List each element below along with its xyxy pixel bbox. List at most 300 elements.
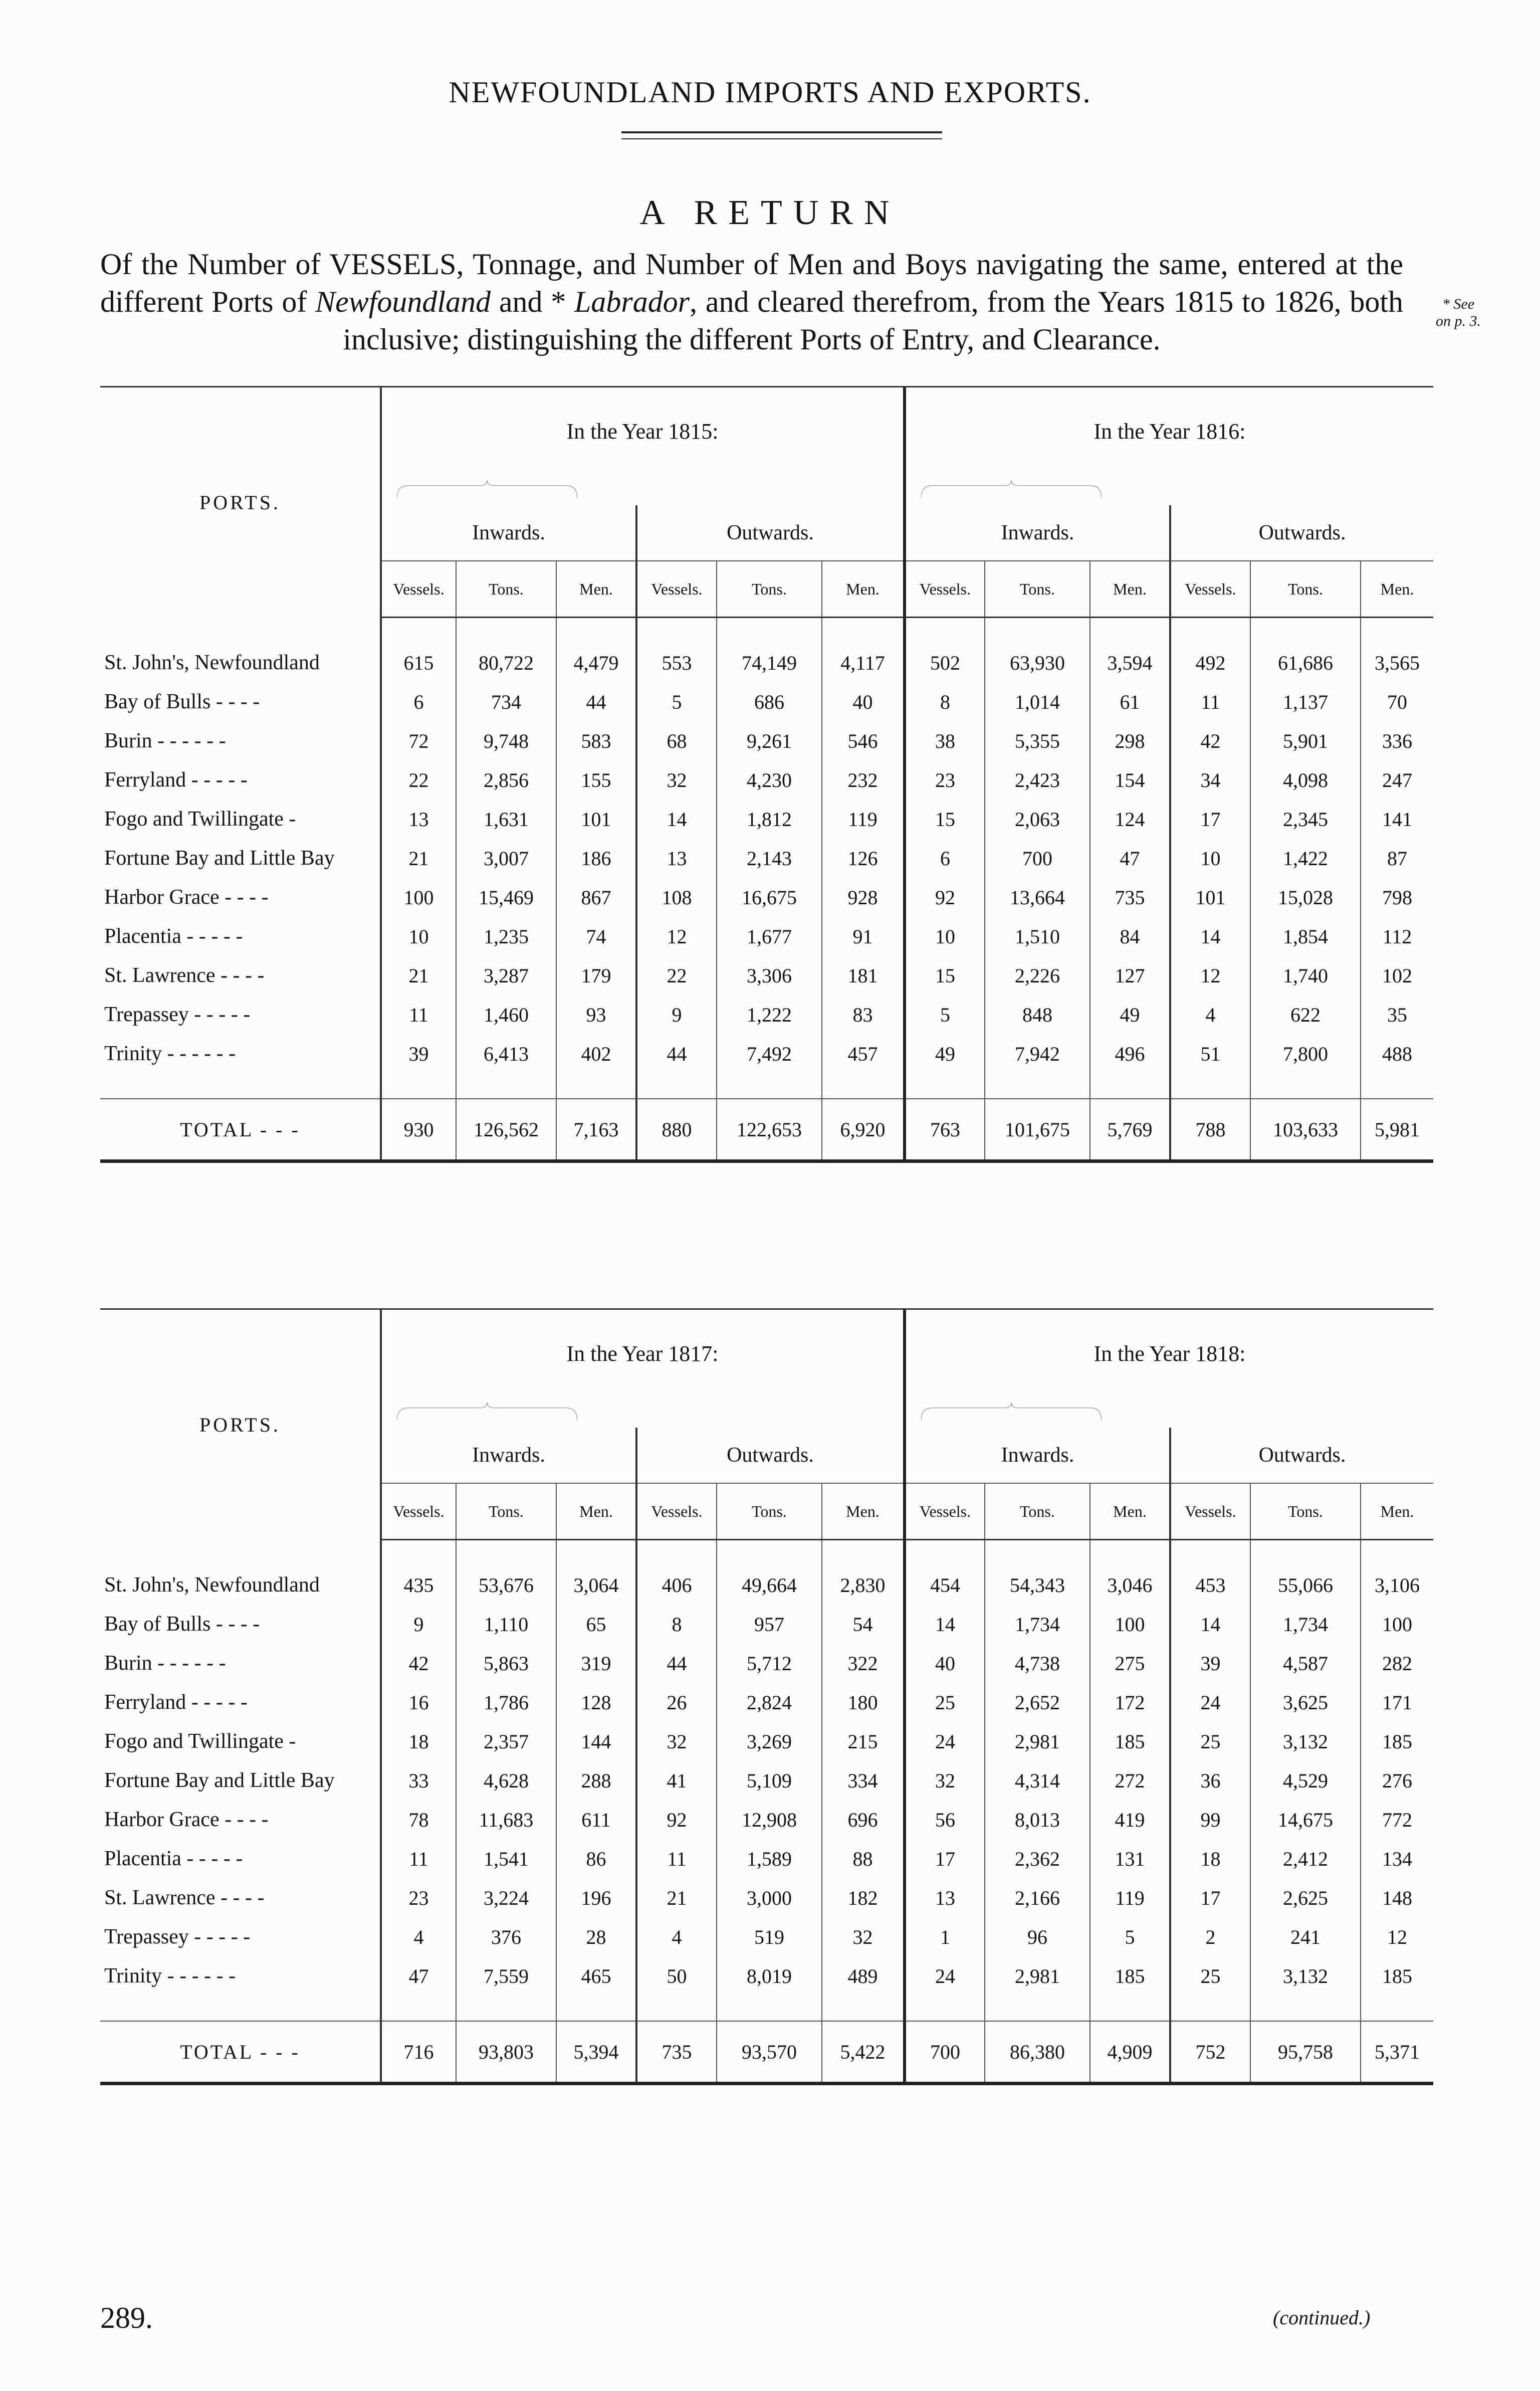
- cell-men: 32: [822, 1917, 905, 1956]
- intro-labrador: Labrador: [574, 285, 690, 318]
- cell-vessels: 14: [905, 1605, 985, 1644]
- cell-men: 134: [1382, 1847, 1412, 1870]
- total-tons: 122,653: [717, 1099, 822, 1161]
- cell-vessels: 9: [636, 995, 717, 1034]
- year-heading: [905, 1310, 1433, 1428]
- total-men: 5,769: [1090, 1099, 1170, 1161]
- men-header: Men.: [556, 1483, 636, 1540]
- cell-tons: 2,412: [1250, 1839, 1361, 1878]
- cell-vessels: 17: [905, 1839, 985, 1878]
- outwards-header: Outwards.: [1258, 1444, 1346, 1467]
- men-header: Men.: [556, 561, 636, 618]
- cell-vessels: 9: [381, 1605, 456, 1644]
- intro-and: and *: [491, 285, 575, 318]
- cell-tons: 1,734: [1250, 1605, 1361, 1644]
- cell-vessels: 13: [381, 800, 456, 839]
- tons-header: Tons.: [456, 561, 556, 618]
- port-name: St. John's, Newfoundland: [100, 1565, 381, 1605]
- cell-vessels: 12: [636, 917, 717, 956]
- cell-tons: 5,712: [717, 1644, 822, 1683]
- cell-vessels: 6: [905, 839, 985, 878]
- cell-vessels: 16: [381, 1683, 456, 1722]
- port-name: Placentia - - - - -: [100, 917, 381, 956]
- cell-vessels: 42: [381, 1644, 456, 1683]
- cell-tons: 1,631: [456, 800, 556, 839]
- ports-header: PORTS.: [100, 1310, 381, 1540]
- cell-vessels: 32: [636, 1722, 717, 1761]
- table-row: [100, 878, 1433, 917]
- total-men: 5,422: [822, 2021, 905, 2084]
- returns-table-1815-1816: [100, 386, 1433, 1163]
- cell-tons: 16,675: [717, 878, 822, 917]
- total-vessels: 752: [1170, 2021, 1250, 2084]
- cell-vessels: 25: [1170, 1956, 1250, 1996]
- table-row: [100, 1956, 1433, 1996]
- cell-tons: 1,235: [456, 917, 556, 956]
- cell-tons: 2,856: [456, 760, 556, 800]
- cell-men: 288: [556, 1761, 636, 1800]
- cell-vessels: 44: [636, 1644, 717, 1683]
- cell-tons: 53,676: [456, 1565, 556, 1605]
- port-name: St. John's, Newfoundland: [100, 643, 381, 682]
- cell-men: 611: [556, 1800, 636, 1839]
- cell-tons: 2,652: [985, 1683, 1090, 1722]
- cell-tons: 14,675: [1250, 1800, 1361, 1839]
- cell-men: 276: [1382, 1769, 1412, 1792]
- returns-table-1817-1818: [100, 1308, 1433, 2085]
- cell-men: 928: [822, 878, 905, 917]
- cell-vessels: 42: [1170, 721, 1250, 760]
- year-label: In the Year 1817:: [566, 1341, 719, 1366]
- cell-vessels: 13: [905, 1878, 985, 1917]
- port-name: Trinity - - - - - -: [100, 1034, 381, 1073]
- cell-men: 3,106: [1375, 1573, 1420, 1597]
- cell-tons: 5,863: [456, 1644, 556, 1683]
- cell-tons: 241: [1250, 1917, 1361, 1956]
- outwards-header: Outwards.: [1258, 521, 1346, 544]
- total-vessels: 700: [905, 2021, 985, 2084]
- cell-tons: 5,355: [985, 721, 1090, 760]
- cell-tons: 7,942: [985, 1034, 1090, 1073]
- tons-header: Tons.: [1250, 561, 1361, 618]
- return-heading: A RETURN: [639, 193, 901, 232]
- cell-vessels: 17: [1170, 800, 1250, 839]
- total-tons: 86,380: [985, 2021, 1090, 2084]
- cell-vessels: 32: [905, 1761, 985, 1800]
- cell-men: 185: [1382, 1730, 1412, 1753]
- cell-tons: 15,028: [1250, 878, 1361, 917]
- cell-tons: 74,149: [717, 643, 822, 682]
- cell-tons: 1,854: [1250, 917, 1361, 956]
- cell-men: 154: [1090, 760, 1170, 800]
- cell-vessels: 17: [1170, 1878, 1250, 1917]
- cell-vessels: 13: [636, 839, 717, 878]
- cell-vessels: 34: [1170, 760, 1250, 800]
- cell-tons: 622: [1250, 995, 1361, 1034]
- cell-tons: 80,722: [456, 643, 556, 682]
- cell-men: 696: [822, 1800, 905, 1839]
- cell-men: 171: [1382, 1691, 1412, 1714]
- cell-vessels: 24: [1170, 1683, 1250, 1722]
- brace-icon: [921, 480, 1102, 498]
- cell-vessels: 21: [381, 956, 456, 995]
- cell-men: 65: [556, 1605, 636, 1644]
- cell-men: 100: [1090, 1605, 1170, 1644]
- cell-men: 5: [1090, 1917, 1170, 1956]
- cell-tons: 848: [985, 995, 1090, 1034]
- cell-men: 488: [1382, 1042, 1412, 1065]
- total-tons: 93,570: [717, 2021, 822, 2084]
- cell-men: 119: [822, 800, 905, 839]
- cell-men: 3,064: [556, 1565, 636, 1605]
- cell-men: 91: [822, 917, 905, 956]
- cell-vessels: 15: [905, 800, 985, 839]
- cell-men: 334: [822, 1761, 905, 1800]
- total-tons: 101,675: [985, 1099, 1090, 1161]
- cell-vessels: 51: [1170, 1034, 1250, 1073]
- cell-tons: 686: [717, 682, 822, 721]
- cell-men: 83: [822, 995, 905, 1034]
- port-name: Trepassey - - - - -: [100, 995, 381, 1034]
- table-row: [100, 721, 1433, 760]
- table-row: [100, 839, 1433, 878]
- cell-vessels: 454: [905, 1565, 985, 1605]
- cell-vessels: 24: [905, 1956, 985, 1996]
- cell-men: 215: [822, 1722, 905, 1761]
- cell-vessels: 10: [905, 917, 985, 956]
- cell-vessels: 108: [636, 878, 717, 917]
- continued-note: (continued.): [1273, 2306, 1371, 2329]
- cell-tons: 63,930: [985, 643, 1090, 682]
- men-header: Men.: [822, 561, 905, 618]
- cell-tons: 3,007: [456, 839, 556, 878]
- cell-vessels: 11: [636, 1839, 717, 1878]
- cell-men: 93: [556, 995, 636, 1034]
- vessels-header: Vessels.: [1170, 1483, 1250, 1540]
- cell-men: 54: [822, 1605, 905, 1644]
- inwards-header: Inwards.: [381, 505, 636, 561]
- vessels-header: Vessels.: [905, 561, 985, 618]
- port-name: Trinity - - - - - -: [100, 1956, 381, 1996]
- cell-vessels: 8: [636, 1605, 717, 1644]
- cell-tons: 4,587: [1250, 1644, 1361, 1683]
- cell-vessels: 101: [1170, 878, 1250, 917]
- cell-men: 88: [822, 1839, 905, 1878]
- cell-tons: 9,261: [717, 721, 822, 760]
- cell-men: 44: [556, 682, 636, 721]
- cell-tons: 4,098: [1250, 760, 1361, 800]
- cell-vessels: 23: [905, 760, 985, 800]
- vessels-header: Vessels.: [905, 1483, 985, 1540]
- cell-men: 772: [1382, 1808, 1412, 1831]
- vessels-header: Vessels.: [636, 1483, 717, 1540]
- cell-vessels: 615: [381, 643, 456, 682]
- page-title: NEWFOUNDLAND IMPORTS AND EXPORTS.: [449, 76, 1091, 109]
- cell-vessels: 453: [1170, 1565, 1250, 1605]
- cell-men: 867: [556, 878, 636, 917]
- port-name: Harbor Grace - - - -: [100, 878, 381, 917]
- table-row: [100, 1565, 1433, 1605]
- table-row: [100, 1605, 1433, 1644]
- cell-tons: 2,226: [985, 956, 1090, 995]
- cell-vessels: 492: [1170, 643, 1250, 682]
- cell-vessels: 11: [381, 1839, 456, 1878]
- cell-tons: 9,748: [456, 721, 556, 760]
- port-name: Ferryland - - - - -: [100, 1683, 381, 1722]
- cell-vessels: 39: [381, 1034, 456, 1073]
- table-row: [100, 1800, 1433, 1839]
- year-heading: [381, 387, 905, 505]
- year-heading: [905, 387, 1433, 505]
- cell-tons: 1,677: [717, 917, 822, 956]
- table-row: [100, 1761, 1433, 1800]
- cell-tons: 3,132: [1250, 1956, 1361, 1996]
- inwards-header: Inwards.: [905, 1428, 1170, 1483]
- cell-vessels: 72: [381, 721, 456, 760]
- cell-tons: 2,063: [985, 800, 1090, 839]
- cell-vessels: 21: [636, 1878, 717, 1917]
- cell-men: 61: [1090, 682, 1170, 721]
- cell-tons: 1,460: [456, 995, 556, 1034]
- cell-vessels: 12: [1170, 956, 1250, 995]
- table-row: [100, 1722, 1433, 1761]
- cell-men: 3,594: [1090, 643, 1170, 682]
- cell-tons: 2,981: [985, 1722, 1090, 1761]
- cell-vessels: 25: [1170, 1722, 1250, 1761]
- cell-vessels: 22: [636, 956, 717, 995]
- cell-vessels: 4: [381, 1917, 456, 1956]
- cell-vessels: 11: [1170, 682, 1250, 721]
- cell-vessels: 14: [636, 800, 717, 839]
- cell-men: 457: [822, 1034, 905, 1073]
- cell-vessels: 68: [636, 721, 717, 760]
- cell-men: 28: [556, 1917, 636, 1956]
- cell-men: 319: [556, 1644, 636, 1683]
- cell-tons: 1,422: [1250, 839, 1361, 878]
- cell-men: 735: [1090, 878, 1170, 917]
- port-name: St. Lawrence - - - -: [100, 1878, 381, 1917]
- cell-men: 489: [822, 1956, 905, 1996]
- cell-vessels: 435: [381, 1565, 456, 1605]
- port-name: Fortune Bay and Little Bay: [100, 1761, 381, 1800]
- cell-vessels: 406: [636, 1565, 717, 1605]
- cell-men: 74: [556, 917, 636, 956]
- cell-men: 282: [1382, 1652, 1412, 1675]
- cell-tons: 3,625: [1250, 1683, 1361, 1722]
- cell-men: 119: [1090, 1878, 1170, 1917]
- cell-vessels: 38: [905, 721, 985, 760]
- cell-vessels: 36: [1170, 1761, 1250, 1800]
- cell-vessels: 1: [905, 1917, 985, 1956]
- vessels-header: Vessels.: [381, 561, 456, 618]
- total-vessels: 930: [381, 1099, 456, 1161]
- cell-men: 141: [1382, 808, 1412, 831]
- cell-men: 180: [822, 1683, 905, 1722]
- cell-men: 87: [1387, 847, 1407, 870]
- cell-tons: 2,362: [985, 1839, 1090, 1878]
- total-label: TOTAL - - -: [100, 1099, 381, 1161]
- cell-tons: 1,786: [456, 1683, 556, 1722]
- cell-men: 124: [1090, 800, 1170, 839]
- table-row: [100, 1839, 1433, 1878]
- cell-men: 155: [556, 760, 636, 800]
- total-vessels: 716: [381, 2021, 456, 2084]
- cell-tons: 700: [985, 839, 1090, 878]
- cell-tons: 4,628: [456, 1761, 556, 1800]
- cell-vessels: 26: [636, 1683, 717, 1722]
- cell-tons: 2,143: [717, 839, 822, 878]
- cell-vessels: 18: [381, 1722, 456, 1761]
- men-header: Men.: [1361, 1483, 1433, 1540]
- cell-men: 3,046: [1090, 1565, 1170, 1605]
- cell-men: 126: [822, 839, 905, 878]
- cell-tons: 61,686: [1250, 643, 1361, 682]
- vessels-header: Vessels.: [381, 1483, 456, 1540]
- cell-men: 496: [1090, 1034, 1170, 1073]
- cell-men: 232: [822, 760, 905, 800]
- cell-men: 4,479: [556, 643, 636, 682]
- cell-tons: 12,908: [717, 1800, 822, 1839]
- tons-header: Tons.: [717, 1483, 822, 1540]
- cell-men: 185: [1090, 1722, 1170, 1761]
- total-men: 7,163: [556, 1099, 636, 1161]
- total-vessels: 788: [1170, 1099, 1250, 1161]
- table-row: [100, 1878, 1433, 1917]
- cell-men: 181: [822, 956, 905, 995]
- cell-men: 148: [1382, 1886, 1412, 1909]
- cell-men: 583: [556, 721, 636, 760]
- cell-men: 2,830: [822, 1565, 905, 1605]
- intro-text-2: , and cleared therefrom, from the Years 1815 to 1826, both inclusive; distinguishing the different Ports of Entry, and Clearance.: [343, 285, 1404, 356]
- cell-tons: 4,529: [1250, 1761, 1361, 1800]
- cell-men: 127: [1090, 956, 1170, 995]
- cell-tons: 7,800: [1250, 1034, 1361, 1073]
- cell-tons: 1,734: [985, 1605, 1090, 1644]
- cell-tons: 1,740: [1250, 956, 1361, 995]
- table-row: [100, 1034, 1433, 1073]
- side-note: * See on p. 3.: [1436, 296, 1481, 329]
- cell-tons: 15,469: [456, 878, 556, 917]
- cell-tons: 1,222: [717, 995, 822, 1034]
- cell-vessels: 56: [905, 1800, 985, 1839]
- table-row: [100, 682, 1433, 721]
- cell-vessels: 2: [1170, 1917, 1250, 1956]
- outwards-header: Outwards.: [636, 505, 905, 561]
- cell-men: 70: [1387, 690, 1407, 713]
- cell-men: 128: [556, 1683, 636, 1722]
- total-tons: 95,758: [1250, 2021, 1361, 2084]
- brace-icon: [397, 480, 577, 498]
- cell-men: 336: [1382, 729, 1412, 752]
- cell-men: 144: [556, 1722, 636, 1761]
- year-label: In the Year 1818:: [1093, 1341, 1246, 1366]
- tons-header: Tons.: [717, 561, 822, 618]
- cell-tons: 2,357: [456, 1722, 556, 1761]
- cell-vessels: 10: [1170, 839, 1250, 878]
- cell-tons: 4,230: [717, 760, 822, 800]
- cell-tons: 1,812: [717, 800, 822, 839]
- cell-vessels: 78: [381, 1800, 456, 1839]
- cell-men: 798: [1382, 886, 1412, 909]
- men-header: Men.: [822, 1483, 905, 1540]
- total-vessels: 763: [905, 1099, 985, 1161]
- cell-vessels: 5: [636, 682, 717, 721]
- cell-men: 182: [822, 1878, 905, 1917]
- cell-vessels: 100: [381, 878, 456, 917]
- port-name: Fortune Bay and Little Bay: [100, 839, 381, 878]
- table-row: [100, 956, 1433, 995]
- brace-icon: [397, 1403, 577, 1421]
- cell-tons: 1,014: [985, 682, 1090, 721]
- cell-vessels: 39: [1170, 1644, 1250, 1683]
- total-tons: 93,803: [456, 2021, 556, 2084]
- cell-tons: 7,492: [717, 1034, 822, 1073]
- port-name: Fogo and Twillingate -: [100, 800, 381, 839]
- cell-vessels: 49: [905, 1034, 985, 1073]
- cell-vessels: 18: [1170, 1839, 1250, 1878]
- cell-vessels: 14: [1170, 1605, 1250, 1644]
- cell-tons: 54,343: [985, 1565, 1090, 1605]
- cell-vessels: 40: [905, 1644, 985, 1683]
- cell-vessels: 50: [636, 1956, 717, 1996]
- cell-men: 3,565: [1375, 651, 1420, 674]
- port-name: Burin - - - - - -: [100, 1644, 381, 1683]
- cell-men: 185: [1382, 1964, 1412, 1987]
- total-men: 5,394: [556, 2021, 636, 2084]
- inwards-header: Inwards.: [905, 505, 1170, 561]
- cell-tons: 7,559: [456, 1956, 556, 1996]
- cell-men: 102: [1382, 964, 1412, 987]
- cell-tons: 4,738: [985, 1644, 1090, 1683]
- cell-tons: 6,413: [456, 1034, 556, 1073]
- total-men: 6,920: [822, 1099, 905, 1161]
- brace-icon: [921, 1403, 1102, 1421]
- cell-tons: 96: [985, 1917, 1090, 1956]
- table-row: [100, 643, 1433, 682]
- cell-tons: 3,000: [717, 1878, 822, 1917]
- cell-vessels: 8: [905, 682, 985, 721]
- cell-vessels: 14: [1170, 917, 1250, 956]
- cell-tons: 1,541: [456, 1839, 556, 1878]
- total-tons: 103,633: [1250, 1099, 1361, 1161]
- cell-tons: 519: [717, 1917, 822, 1956]
- port-name: Bay of Bulls - - - -: [100, 1605, 381, 1644]
- cell-tons: 2,345: [1250, 800, 1361, 839]
- table-row: [100, 800, 1433, 839]
- cell-vessels: 23: [381, 1878, 456, 1917]
- cell-men: 4,117: [822, 643, 905, 682]
- port-name: Placentia - - - - -: [100, 1839, 381, 1878]
- men-header: Men.: [1090, 561, 1170, 618]
- cell-tons: 3,269: [717, 1722, 822, 1761]
- table-row: [100, 1683, 1433, 1722]
- cell-men: 131: [1090, 1839, 1170, 1878]
- cell-tons: 8,019: [717, 1956, 822, 1996]
- table-row: [100, 760, 1433, 800]
- cell-men: 47: [1090, 839, 1170, 878]
- cell-tons: 11,683: [456, 1800, 556, 1839]
- cell-tons: 4,314: [985, 1761, 1090, 1800]
- table-row: [100, 1917, 1433, 1956]
- cell-men: 40: [822, 682, 905, 721]
- port-name: Burin - - - - - -: [100, 721, 381, 760]
- cell-vessels: 4: [1170, 995, 1250, 1034]
- cell-vessels: 22: [381, 760, 456, 800]
- intro-newfoundland: Newfoundland: [315, 285, 491, 318]
- cell-vessels: 47: [381, 1956, 456, 1996]
- cell-men: 402: [556, 1034, 636, 1073]
- inwards-header: Inwards.: [381, 1428, 636, 1483]
